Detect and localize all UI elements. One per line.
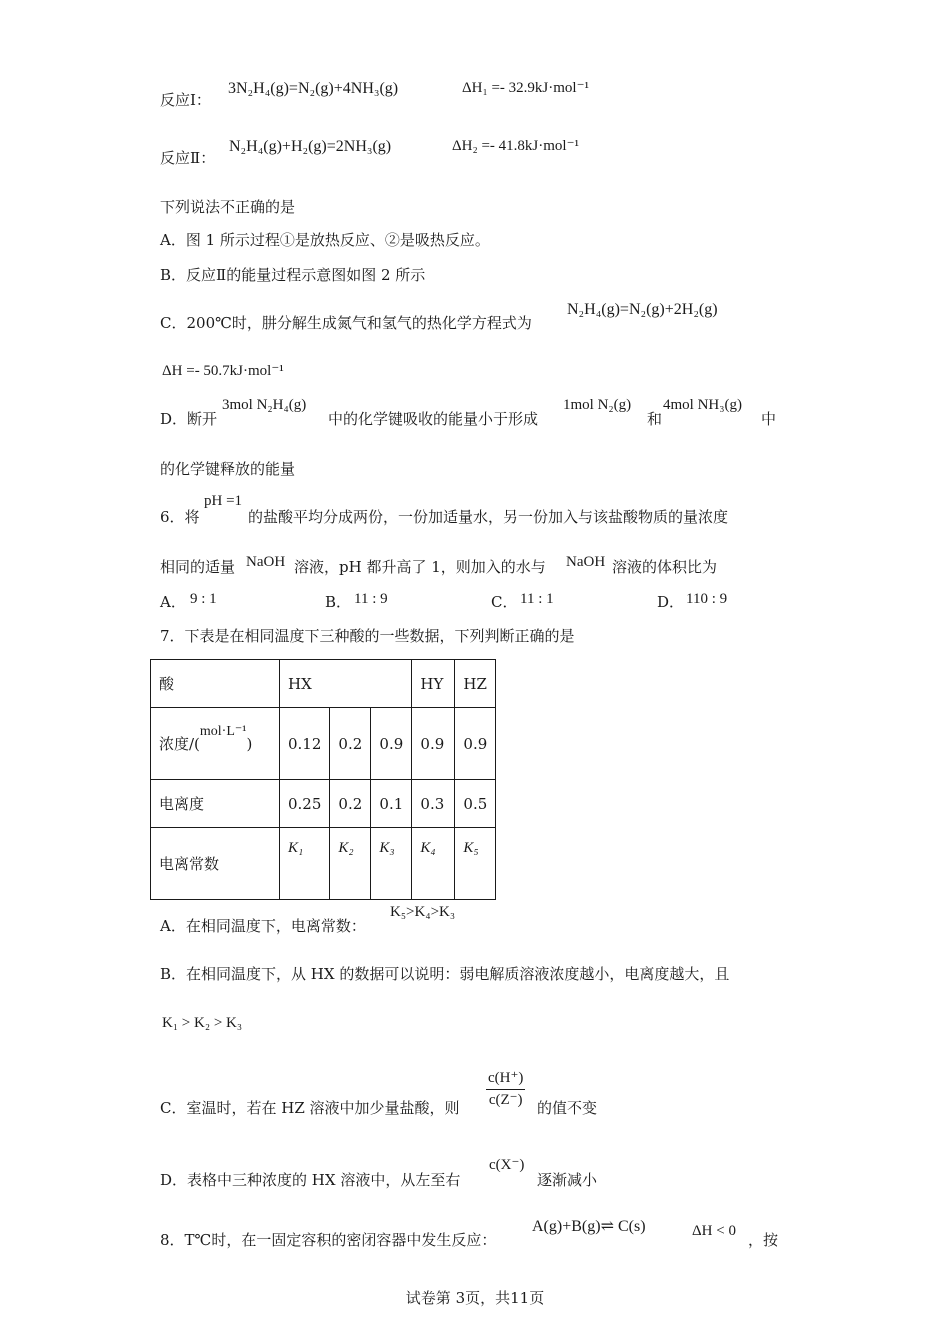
table-cell: 0.9: [412, 708, 455, 780]
q7-option-b-text: B．在相同温度下，从 HX 的数据可以说明：弱电解质溶液浓度越小，电离度越大，且: [160, 965, 730, 983]
degree-label: 电离度: [151, 780, 280, 828]
q6-ph: pH =1: [204, 493, 243, 509]
table-cell: 0.9: [455, 708, 496, 780]
table-cell: K₃: [371, 828, 412, 900]
q7-option-c-tail: 的值不变: [537, 1099, 598, 1117]
reaction-1-enthalpy: ΔH₁ =- 32.9kJ·mol⁻¹: [462, 80, 589, 96]
q6-naoh-1: NaOH: [246, 554, 286, 570]
header-hz: HZ: [455, 660, 496, 708]
q6-stem-a: 6．将: [160, 508, 200, 526]
table-cell: 0.12: [280, 708, 330, 780]
page-footer: 试卷第 3页，共11页: [405, 1289, 545, 1307]
table-cell: K₄: [412, 828, 455, 900]
table-cell: 0.5: [455, 780, 496, 828]
q6-option-a-label: A．: [160, 593, 186, 611]
q7-option-d-text: D．表格中三种浓度的 HX 溶液中，从左至右: [160, 1171, 461, 1189]
q6-stem-d: 溶液，pH 都升高了 1，则加入的水与: [294, 558, 546, 576]
q5-option-c-equation: N₂H₄(g)=N₂(g)+2H₂(g): [567, 301, 718, 318]
reaction-2-equation: N₂H₄(g)+H₂(g)=2NH₃(g): [229, 138, 392, 155]
constant-label: 电离常数: [151, 828, 280, 900]
q8-tail: ，按: [748, 1231, 779, 1249]
q5-option-a: A．图 1 所示过程①是放热反应、②是吸热反应。: [160, 231, 490, 249]
q5-option-d-continued: 的化学键释放的能量: [160, 460, 296, 478]
q8-enthalpy: ΔH < 0: [692, 1223, 736, 1239]
q5-option-d-b: 3mol N₂H₄(g): [222, 397, 307, 413]
reaction-1-label: 反应Ⅰ：: [160, 91, 211, 109]
q6-option-c-value: 11 : 1: [520, 591, 554, 607]
q5-stem: 下列说法不正确的是: [160, 198, 296, 216]
q7-option-b-equation: K₁ > K₂ > K₃: [162, 1015, 243, 1031]
table-row-ionization-degree: [151, 780, 496, 828]
table-cell: 0.1: [371, 780, 412, 828]
q8-text: 8．T℃时，在一固定容积的密闭容器中发生反应：: [160, 1231, 497, 1249]
q6-option-b-label: B．: [325, 593, 352, 611]
q6-naoh-2: NaOH: [566, 554, 606, 570]
q6-option-d-label: D．: [657, 593, 685, 611]
q5-option-d-e: 和: [647, 410, 663, 428]
header-hx: HX: [280, 660, 412, 708]
table-cell: 0.25: [280, 780, 330, 828]
q6-stem-e: 溶液的体积比为: [612, 558, 718, 576]
q7-option-c-fraction: [484, 1071, 527, 1108]
table-cell: K₁: [280, 828, 330, 900]
table-row-concentration: [151, 708, 496, 780]
q7-option-c-text: C．室温时，若在 HZ 溶液中加少量盐酸，则: [160, 1099, 460, 1117]
table-cell: K₂: [330, 828, 371, 900]
q6-stem-b: 的盐酸平均分成两份，一份加适量水，另一份加入与该盐酸物质的量浓度: [248, 508, 729, 526]
q8-equation: A(g)+B(g)⇌ C(s): [532, 1218, 646, 1235]
table-cell: 0.9: [371, 708, 412, 780]
reaction-2-label: 反应Ⅱ：: [160, 149, 216, 167]
acid-data-table: [150, 659, 496, 900]
q5-option-c-text: C．200℃时，肼分解生成氮气和氢气的热化学方程式为: [160, 314, 532, 332]
reaction-1-equation: 3N₂H₄(g)=N₂(g)+4NH₃(g): [228, 80, 399, 97]
q6-option-b-value: 11 : 9: [354, 591, 388, 607]
q5-option-d-a: D．断开: [160, 410, 218, 428]
q5-option-d-c: 中的化学键吸收的能量小于形成: [328, 410, 539, 428]
table-cell: 0.2: [330, 708, 371, 780]
q7-option-a-equation: K₅>K₄>K₃: [390, 904, 456, 920]
q7-stem: 7．下表是在相同温度下三种酸的一些数据，下列判断正确的是: [160, 627, 575, 645]
fraction-numerator: c(H⁺): [486, 1071, 525, 1090]
table-row-header: [151, 660, 496, 708]
fraction-denominator: c(Z⁻): [488, 1092, 523, 1108]
q5-option-c-enthalpy: ΔH =- 50.7kJ·mol⁻¹: [162, 363, 284, 379]
table-cell: 0.2: [330, 780, 371, 828]
q7-option-d-equation: c(X⁻): [489, 1157, 525, 1173]
q7-option-a-text: A．在相同温度下，电离常数：: [160, 917, 366, 935]
q5-option-b: B．反应Ⅱ的能量过程示意图如图 2 所示: [160, 266, 426, 284]
q6-option-c-label: C．: [491, 593, 518, 611]
q6-option-d-value: 110 : 9: [686, 591, 728, 607]
q5-option-d-g: 中: [761, 410, 777, 428]
table-cell: K₅: [455, 828, 496, 900]
q7-option-d-tail: 逐渐减小: [537, 1171, 598, 1189]
table-row-ionization-constant: [151, 828, 496, 900]
header-acid: 酸: [151, 660, 280, 708]
q6-stem-c: 相同的适量: [160, 558, 236, 576]
q6-option-a-value: 9 : 1: [190, 591, 217, 607]
concentration-label: 浓度/(mol·L⁻¹): [151, 708, 280, 780]
q5-option-d-f: 4mol NH₃(g): [663, 397, 742, 413]
q5-option-d-d: 1mol N₂(g): [563, 397, 632, 413]
reaction-2-enthalpy: ΔH₂ =- 41.8kJ·mol⁻¹: [452, 138, 579, 154]
table-cell: 0.3: [412, 780, 455, 828]
header-hy: HY: [412, 660, 455, 708]
